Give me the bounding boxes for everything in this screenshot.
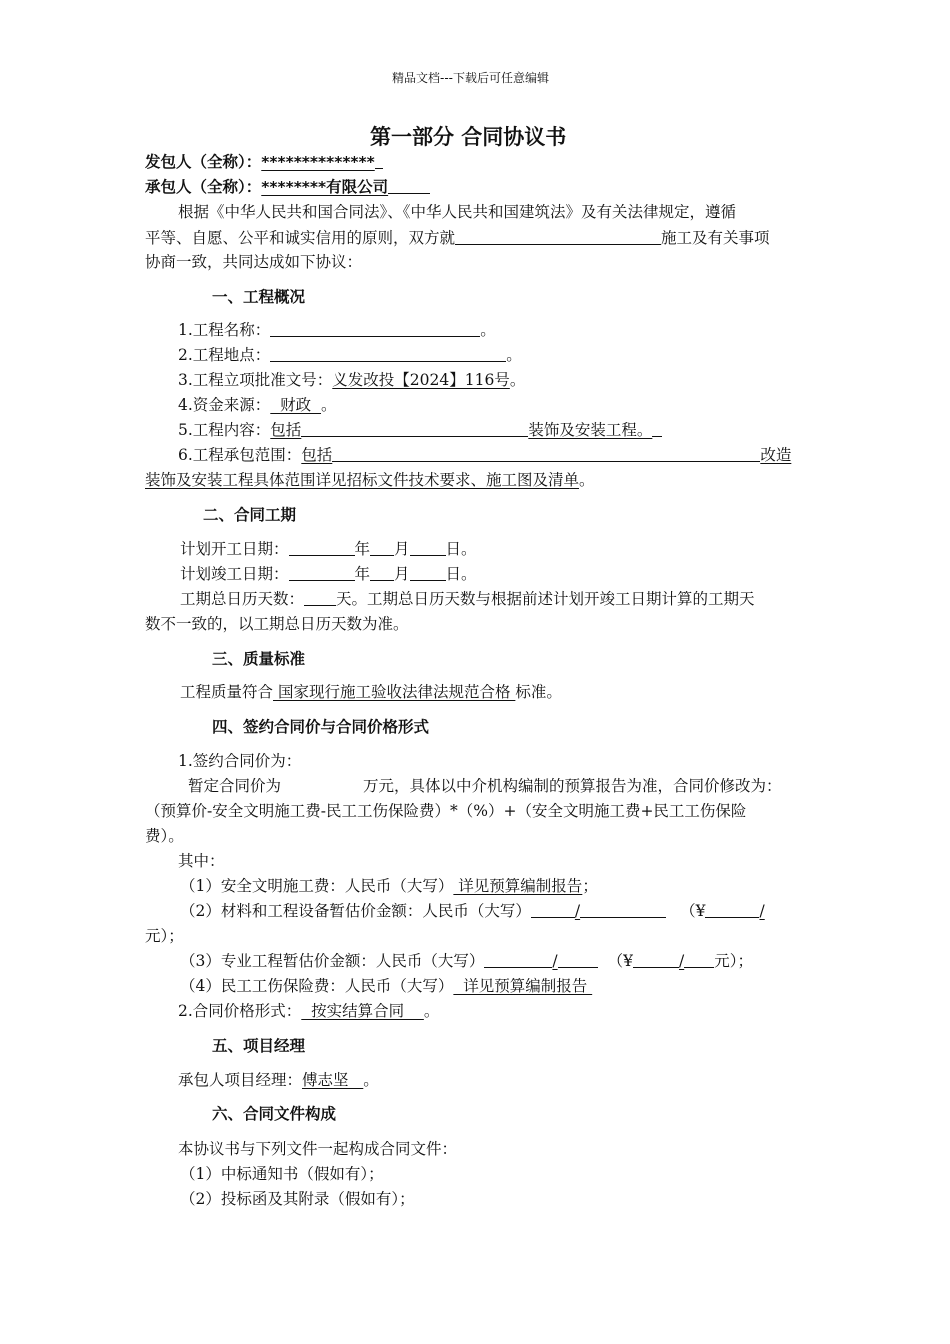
employer-label: 发包人（全称）： xyxy=(145,153,262,171)
material-yen-value: / xyxy=(759,902,765,920)
special-works-line xyxy=(180,951,753,971)
quality-value: 国家现行施工验收法律法规范合格 xyxy=(273,683,516,701)
special-works-label: （3）专业工程暂估价金额：人民币（大写） xyxy=(180,952,485,970)
scope-blank xyxy=(332,445,760,462)
total-days-blank xyxy=(304,589,336,606)
quality-text-a: 工程质量符合 xyxy=(180,683,274,701)
material-estimate-line xyxy=(180,901,765,921)
fund-label: 4.资金来源： xyxy=(178,396,271,414)
material-blank-a xyxy=(531,901,575,918)
start-day-blank xyxy=(410,539,446,556)
end-year-blank xyxy=(289,564,355,581)
project-blank xyxy=(455,228,661,245)
special-works-value: / xyxy=(552,952,558,970)
employer-line xyxy=(145,152,383,172)
page-title: 第一部分 合同协议书 xyxy=(370,125,567,149)
project-site-line xyxy=(178,345,522,365)
safety-fee-label: （1）安全文明施工费：人民币（大写） xyxy=(180,877,454,895)
special-yen-blank-b xyxy=(684,951,714,968)
safety-fee-end: ； xyxy=(582,877,598,895)
safety-fee-line xyxy=(180,876,598,896)
project-name-label: 1.工程名称： xyxy=(178,321,271,339)
page-header: 精品文档---下载后可任意编辑 xyxy=(392,71,549,85)
material-yen-blank xyxy=(705,901,759,918)
injury-insurance-line xyxy=(180,976,592,996)
contractor-underline xyxy=(388,177,430,194)
contractor-value: ********有限公司 xyxy=(261,178,389,196)
material-yen: （¥ xyxy=(680,902,706,920)
intro-line-2b: 施工及有关事项 xyxy=(661,229,770,247)
project-site-blank xyxy=(270,345,506,362)
intro-line-1: 根据《中华人民共和国合同法》、《中华人民共和国建筑法》及有关法律规定，遵循 xyxy=(178,203,737,221)
special-blank-a xyxy=(484,951,552,968)
scope-line-2 xyxy=(145,470,595,490)
special-yen-value: / xyxy=(678,952,685,970)
content-label: 5.工程内容： xyxy=(178,421,271,439)
approval-label: 3.工程立项批准文号： xyxy=(178,371,333,389)
project-site-end: 。 xyxy=(506,346,522,364)
end-month-unit: 月 xyxy=(394,565,410,583)
fund-end: 。 xyxy=(321,396,337,414)
content-tail-blank xyxy=(652,420,662,437)
material-estimate-value: / xyxy=(574,902,581,920)
content-value-a: 包括 xyxy=(270,421,302,439)
contractor-line xyxy=(145,177,430,197)
total-days-line xyxy=(180,589,755,609)
employer-value: ************** xyxy=(261,153,375,171)
content-blank xyxy=(301,420,528,437)
price-form-value: 按实结算合同 xyxy=(301,1002,424,1020)
start-month-blank xyxy=(370,539,394,556)
material-estimate-line-2: 元）； xyxy=(145,927,184,945)
project-name-end: 。 xyxy=(480,321,496,339)
contractor-label: 承包人（全称）： xyxy=(145,178,262,196)
price-formula-line-2: 费）。 xyxy=(145,827,184,845)
quality-text-b: 标准。 xyxy=(515,683,562,701)
scope-detail: 装饰及安装工程具体范围详见招标文件技术要求、施工图及清单 xyxy=(145,471,580,489)
document-item-2: （2）投标函及其附录（假如有）； xyxy=(180,1190,415,1208)
project-manager-label: 承包人项目经理： xyxy=(178,1071,303,1089)
employer-underline xyxy=(375,152,383,169)
document-item-1: （1）中标通知书（假如有）； xyxy=(180,1165,384,1183)
special-works-end: 元）； xyxy=(714,952,753,970)
scope-value-b: 改造 xyxy=(760,446,792,464)
price-form-line xyxy=(178,1001,439,1021)
project-name-blank xyxy=(270,320,480,337)
project-manager-end: 。 xyxy=(363,1071,379,1089)
start-month-unit: 月 xyxy=(394,540,410,558)
end-year-unit: 年 xyxy=(354,565,371,583)
approval-line xyxy=(178,370,525,390)
end-date-line xyxy=(180,564,477,584)
fund-value: 财政 xyxy=(270,396,322,414)
start-year-blank xyxy=(289,539,355,556)
intro-line-2a: 平等、自愿、公平和诚实信用的原则，双方就 xyxy=(145,229,456,247)
quality-line xyxy=(180,682,562,702)
section-5-title: 五、项目经理 xyxy=(212,1037,306,1055)
end-day-unit: 日。 xyxy=(445,565,477,583)
contract-price-heading: 1.签约合同价为： xyxy=(178,752,302,770)
special-yen: （¥ xyxy=(607,952,633,970)
special-yen-blank xyxy=(633,951,679,968)
project-manager-line xyxy=(178,1070,379,1090)
documents-intro: 本协议书与下列文件一起构成合同文件： xyxy=(178,1140,458,1158)
project-site-label: 2.工程地点： xyxy=(178,346,271,364)
start-date-line xyxy=(180,539,477,559)
provisional-price-label: 暂定合同价为 xyxy=(188,777,282,795)
end-day-blank xyxy=(410,564,446,581)
scope-value-a: 包括 xyxy=(301,446,333,464)
special-blank-b xyxy=(558,951,598,968)
price-form-end: 。 xyxy=(423,1002,440,1020)
injury-insurance-label: （4）民工工伤保险费：人民币（大写） xyxy=(180,977,454,995)
price-form-label: 2.合同价格形式： xyxy=(178,1002,302,1020)
end-date-label: 计划竣工日期： xyxy=(180,565,289,583)
total-days-label: 工期总日历天数： xyxy=(180,590,305,608)
start-year-unit: 年 xyxy=(354,540,371,558)
fund-line xyxy=(178,395,337,415)
material-estimate-label: （2）材料和工程设备暂估价金额：人民币（大写） xyxy=(180,902,531,920)
injury-insurance-value: 详见预算编制报告 xyxy=(453,977,593,995)
section-6-title: 六、合同文件构成 xyxy=(212,1105,337,1123)
total-days-line-2: 数不一致的，以工期总日历天数为准。 xyxy=(145,615,409,633)
intro-line-3: 协商一致，共同达成如下协议： xyxy=(145,253,363,271)
material-blank-b xyxy=(580,901,666,918)
provisional-price-text: 万元，具体以中介机构编制的预算报告为准，合同价修改为： xyxy=(363,777,782,795)
scope-label: 6.工程承包范围： xyxy=(178,446,302,464)
among-label: 其中： xyxy=(178,852,225,870)
approval-end: 。 xyxy=(509,371,526,389)
section-1-title: 一、工程概况 xyxy=(212,288,306,306)
project-manager-value: 傅志坚 xyxy=(302,1071,364,1089)
provisional-price-line xyxy=(188,776,782,796)
project-name-line xyxy=(178,320,496,340)
section-3-title: 三、质量标准 xyxy=(212,650,306,668)
section-2-title: 二、合同工期 xyxy=(203,506,297,524)
approval-value: 义发改投【2024】116号 xyxy=(332,371,510,389)
end-month-blank xyxy=(370,564,394,581)
price-formula-line: （预算价-安全文明施工费-民工工伤保险费）*（%）+（安全文明施工费+民工工伤保险 xyxy=(145,802,747,820)
scope-line xyxy=(178,445,791,465)
total-days-text: 天。工期总日历天数与根据前述计划开竣工日期计算的工期天 xyxy=(336,590,755,608)
start-date-label: 计划开工日期： xyxy=(180,540,289,558)
content-line xyxy=(178,420,662,440)
section-4-title: 四、签约合同价与合同价格形式 xyxy=(212,718,430,736)
content-value-b: 装饰及安装工程。 xyxy=(528,421,653,439)
start-day-unit: 日。 xyxy=(445,540,477,558)
scope-end: 。 xyxy=(579,471,595,489)
intro-line-2 xyxy=(145,228,770,248)
safety-fee-value: 详见预算编制报告 xyxy=(453,877,583,895)
